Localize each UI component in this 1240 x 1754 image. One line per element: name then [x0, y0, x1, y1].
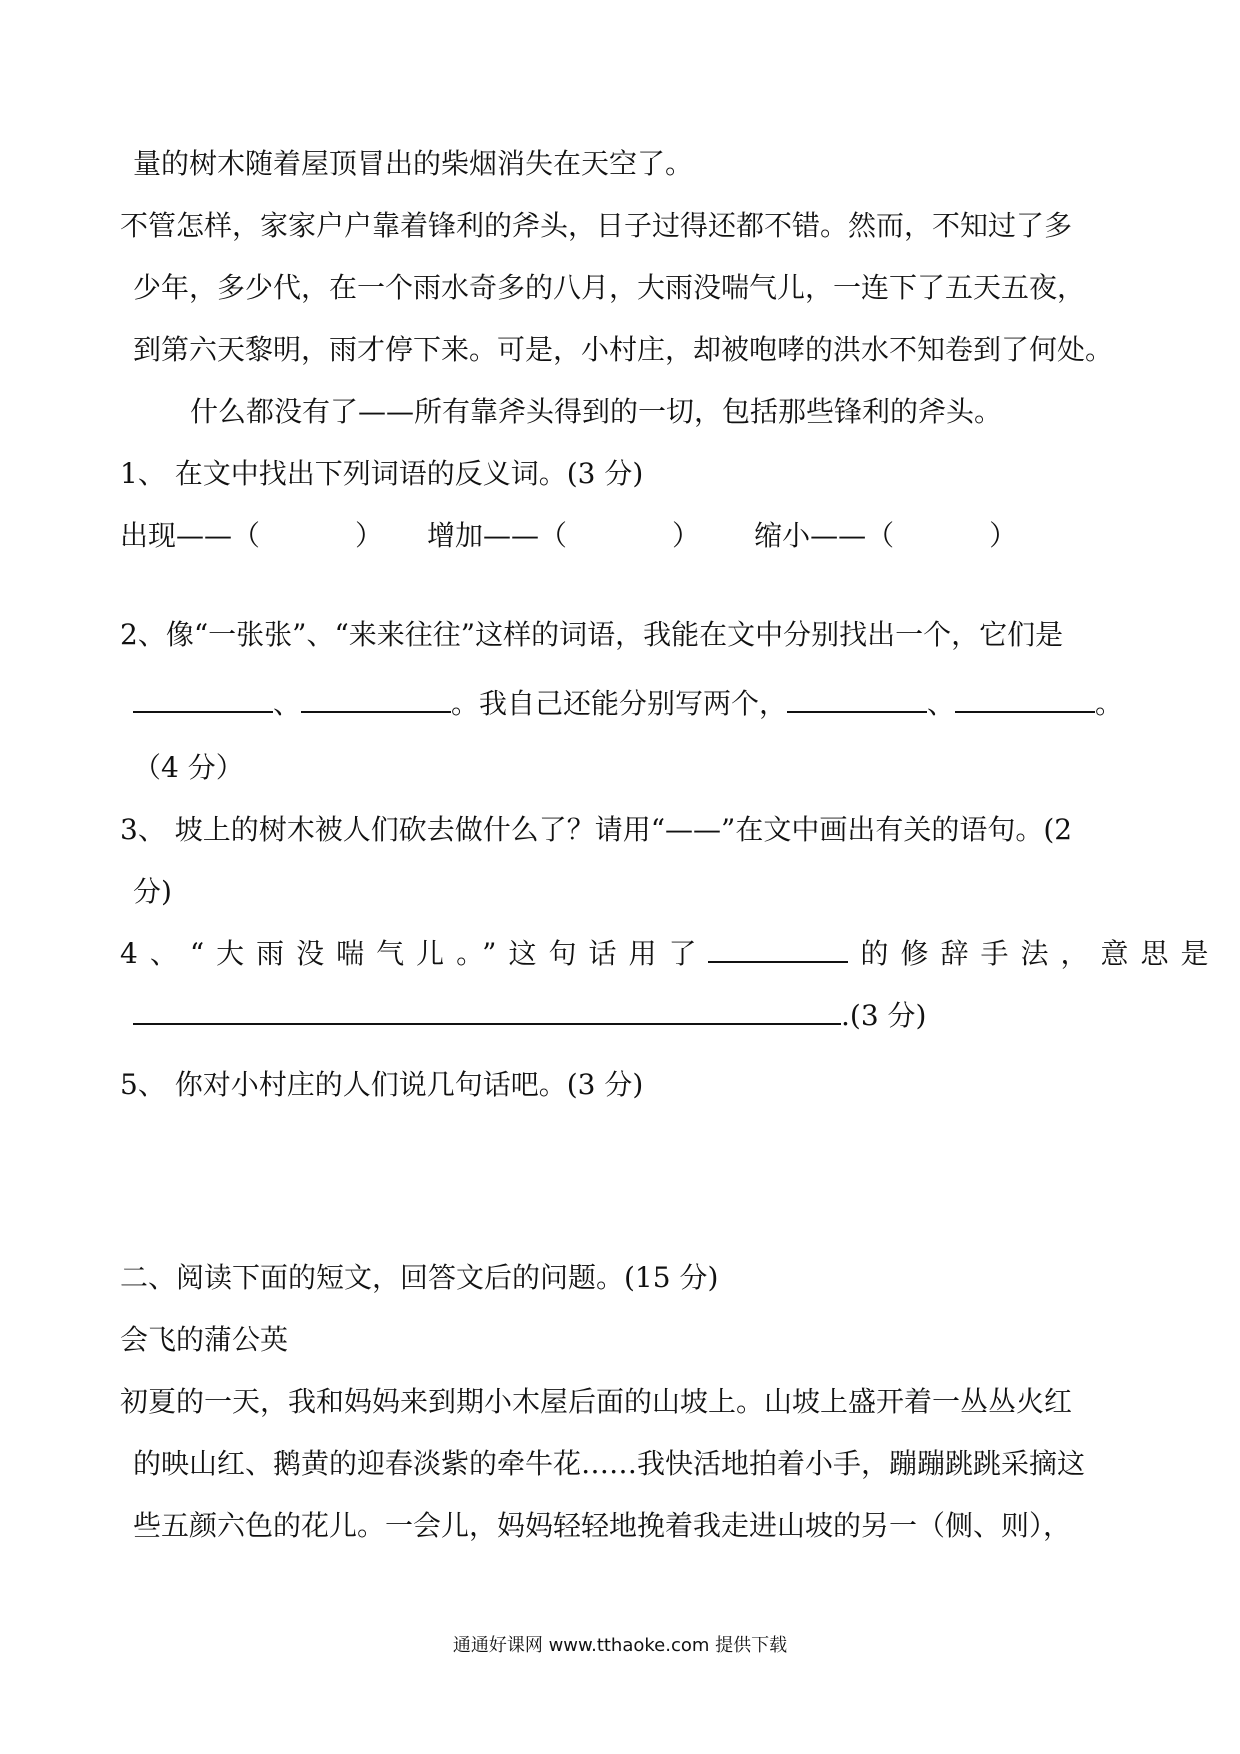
passage-line-5: 什么都没有了——所有靠斧头得到的一切，包括那些锋利的斧头。 [190, 395, 1003, 428]
answer-blank-3[interactable] [787, 685, 927, 713]
answer-blank-1[interactable] [133, 685, 273, 713]
question-4-score: .(3 分) [841, 999, 927, 1032]
question-1-items [120, 516, 1017, 556]
question-4-line-2 [133, 996, 926, 1036]
antonym-close-2: ） [672, 519, 701, 552]
question-1-prompt: 1、 在文中找出下列词语的反义词。(3 分) [120, 457, 644, 490]
question-4-line-1 [120, 934, 1220, 974]
antonym-item-1: 出现——（ [120, 519, 261, 552]
antonym-close-1: ） [355, 519, 384, 552]
passage-line-2: 不管怎样，家家户户靠着锋利的斧头，日子过得还都不错。然而，不知过了多 [120, 209, 1073, 242]
story-title: 会飞的蒲公英 [120, 1323, 289, 1356]
blank-separator-2: 、 [927, 687, 956, 720]
antonym-item-3: 缩小——（ [754, 519, 895, 552]
question-2-score: （4 分） [133, 751, 244, 784]
question-3-line-2: 分) [133, 875, 172, 908]
question-2-mid-text: 。我自己还能分别写两个， [451, 687, 788, 720]
blank-separator-1: 、 [273, 687, 302, 720]
question-5-prompt: 5、 你对小村庄的人们说几句话吧。(3 分) [120, 1068, 644, 1101]
question-2-end: 。 [1095, 687, 1124, 720]
question-2-line-2 [133, 684, 1123, 724]
meaning-blank[interactable] [133, 997, 841, 1025]
passage-line-4: 到第六天黎明，雨才停下来。可是，小村庄，却被咆哮的洪水不知卷到了何处。 [133, 333, 1114, 366]
passage-line-1: 量的树木随着屋顶冒出的柴烟消失在天空了。 [133, 147, 694, 180]
passage-line-3: 少年，多少代，在一个雨水奇多的八月，大雨没喘气儿，一连下了五天五夜， [133, 271, 1086, 304]
antonym-close-3: ） [989, 519, 1018, 552]
question-3-line-1: 3、 坡上的树木被人们砍去做什么了？请用“——”在文中画出有关的语句。(2 [120, 813, 1073, 846]
question-2-line-1: 2、像“一张张”、“来来往往”这样的词语，我能在文中分别找出一个，它们是 [120, 618, 1064, 651]
rhetoric-blank[interactable] [708, 935, 848, 963]
question-4-text-1: 4、“大雨没喘气儿。”这句话用了 [120, 937, 709, 970]
story-line-2: 的映山红、鹅黄的迎春淡紫的牵牛花……我快活地拍着小手，蹦蹦跳跳采摘这 [133, 1447, 1086, 1480]
answer-blank-2[interactable] [301, 685, 451, 713]
story-line-3: 些五颜六色的花儿。一会儿，妈妈轻轻地挽着我走进山坡的另一（侧、则）， [133, 1509, 1072, 1542]
footer-download-note: 通通好课网 www.tthaoke.com 提供下载 [452, 1635, 788, 1656]
section-2-heading: 二、阅读下面的短文，回答文后的问题。(15 分) [120, 1261, 719, 1294]
story-line-1: 初夏的一天，我和妈妈来到期小木屋后面的山坡上。山坡上盛开着一丛丛火红 [120, 1385, 1073, 1418]
antonym-item-2: 增加——（ [427, 519, 568, 552]
answer-blank-4[interactable] [955, 685, 1095, 713]
question-4-text-2: 的修辞手法，意思是 [860, 937, 1221, 970]
